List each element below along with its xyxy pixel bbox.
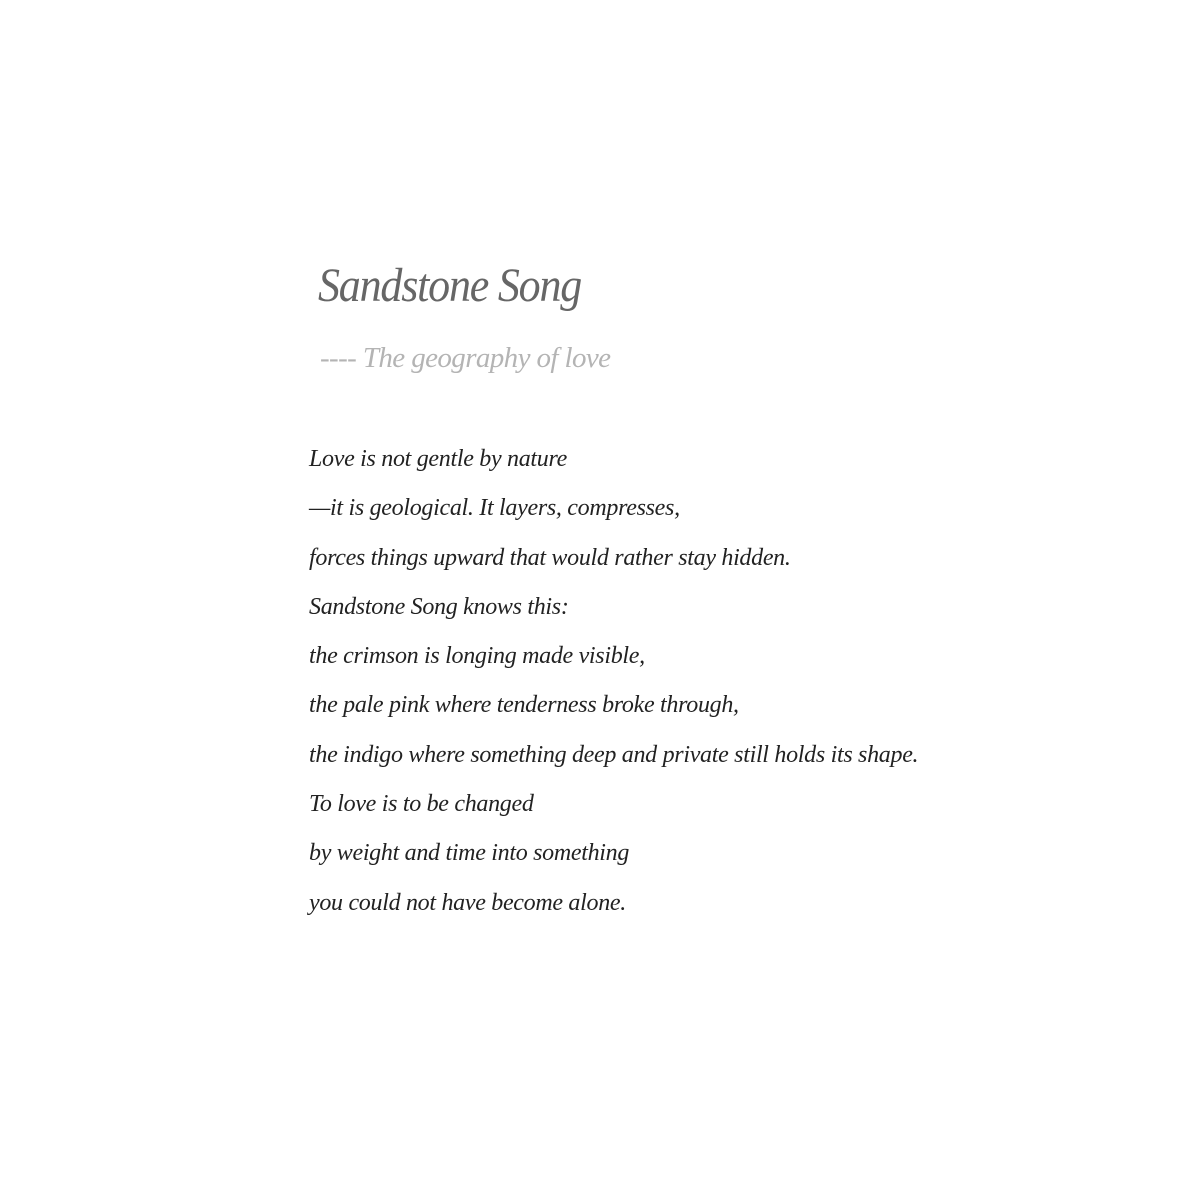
poem-line: —it is geological. It layers, compresses, <box>309 495 680 522</box>
poem-line: forces things upward that would rather stay hidden. <box>309 544 791 571</box>
poem-line: the indigo where something deep and private still holds its shape. <box>309 741 919 768</box>
poem-line: you could not have become alone. <box>309 889 626 916</box>
poem-line: To love is to be changed <box>309 791 534 818</box>
poem-body <box>309 442 918 935</box>
poem-title: Sandstone Song <box>318 258 582 312</box>
poem-line: the pale pink where tenderness broke through, <box>309 692 739 719</box>
poem-line: by weight and time into something <box>309 840 630 867</box>
poem-line: Sandstone Song knows this: <box>309 593 569 620</box>
poem-line: Love is not gentle by nature <box>309 446 567 472</box>
poem-line: the crimson is longing made visible, <box>309 643 645 670</box>
poem-subtitle: ---- The geography of love <box>320 342 611 374</box>
